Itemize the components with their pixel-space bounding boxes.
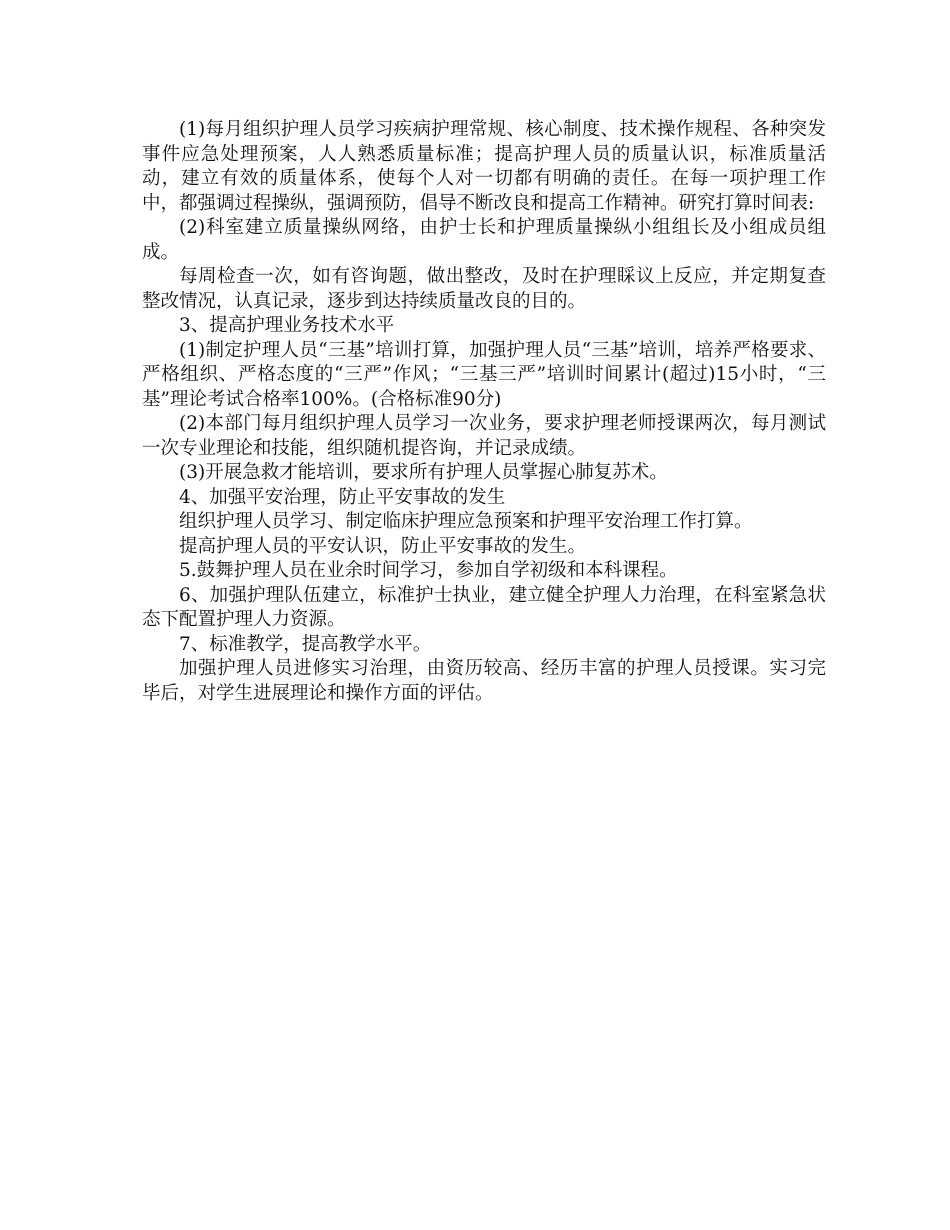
paragraph-weekly-check: 每周检查一次，如有咨询题，做出整改，及时在护理睬议上反应，并定期复查整改情况，认真记录，逐步到达持续质量改良的目的。 <box>142 266 826 312</box>
paragraph-safety-awareness: 提高护理人员的平安认识，防止平安事故的发生。 <box>179 535 587 557</box>
paragraph-emergency-plan: 组织护理人员学习、制定临床护理应急预案和护理平安治理工作打算。 <box>179 511 753 532</box>
paragraph-first-aid: (3)开展急救才能培训，要求所有护理人员掌握心肺复苏术。 <box>179 462 668 483</box>
paragraph-monthly-study: (2)本部门每月组织护理人员学习一次业务，要求护理老师授课两次，每月测试一次专业理论和技能，组织随机提咨询，并记录成绩。 <box>142 413 826 459</box>
paragraph-quality-study: (1)每月组织护理人员学习疾病护理常规、核心制度、技术操作规程、各种突发事件应急处理预案，人人熟悉质量标准；提高护理人员的质量认识，标准质量活动，建立有效的质量体系，使每个人对一切都有明确的责任。在每一项护理工作中，都强调过程操纵，强调预防，倡导不断改良和提高工作精神。研究打算时间表: <box>142 119 826 214</box>
paragraph-internship-management: 加强护理人员进修实习治理，由资历较高、经历丰富的护理人员授课。实习完毕后，对学生进展理论和操作方面的评估。 <box>142 658 826 704</box>
heading-safety-management: 4、加强平安治理，防止平安事故的发生 <box>179 486 506 508</box>
paragraph-self-study: 5.鼓舞护理人员在业余时间学习，参加自学初级和本科课程。 <box>179 560 678 581</box>
paragraph-three-basics: (1)制定护理人员“三基”培训打算，加强护理人员“三基”培训，培养严格要求、严格组织、严格态度的“三严”作风；“三基三严”培训时间累计(超过)15小时，“三基”理论考试合格率100%。(合格标准90分) <box>142 339 826 410</box>
heading-skill-improvement: 3、提高护理业务技术水平 <box>179 315 395 336</box>
heading-teaching-standard: 7、标准教学，提高教学水平。 <box>179 633 432 655</box>
document-body <box>142 118 826 706</box>
paragraph-quality-network: (2)科室建立质量操纵网络，由护士长和护理质量操纵小组组长及小组成员组成。 <box>142 217 826 263</box>
paragraph-team-building: 6、加强护理队伍建立，标准护士执业，建立健全护理人力治理，在科室紧急状态下配置护理人力资源。 <box>142 584 826 630</box>
